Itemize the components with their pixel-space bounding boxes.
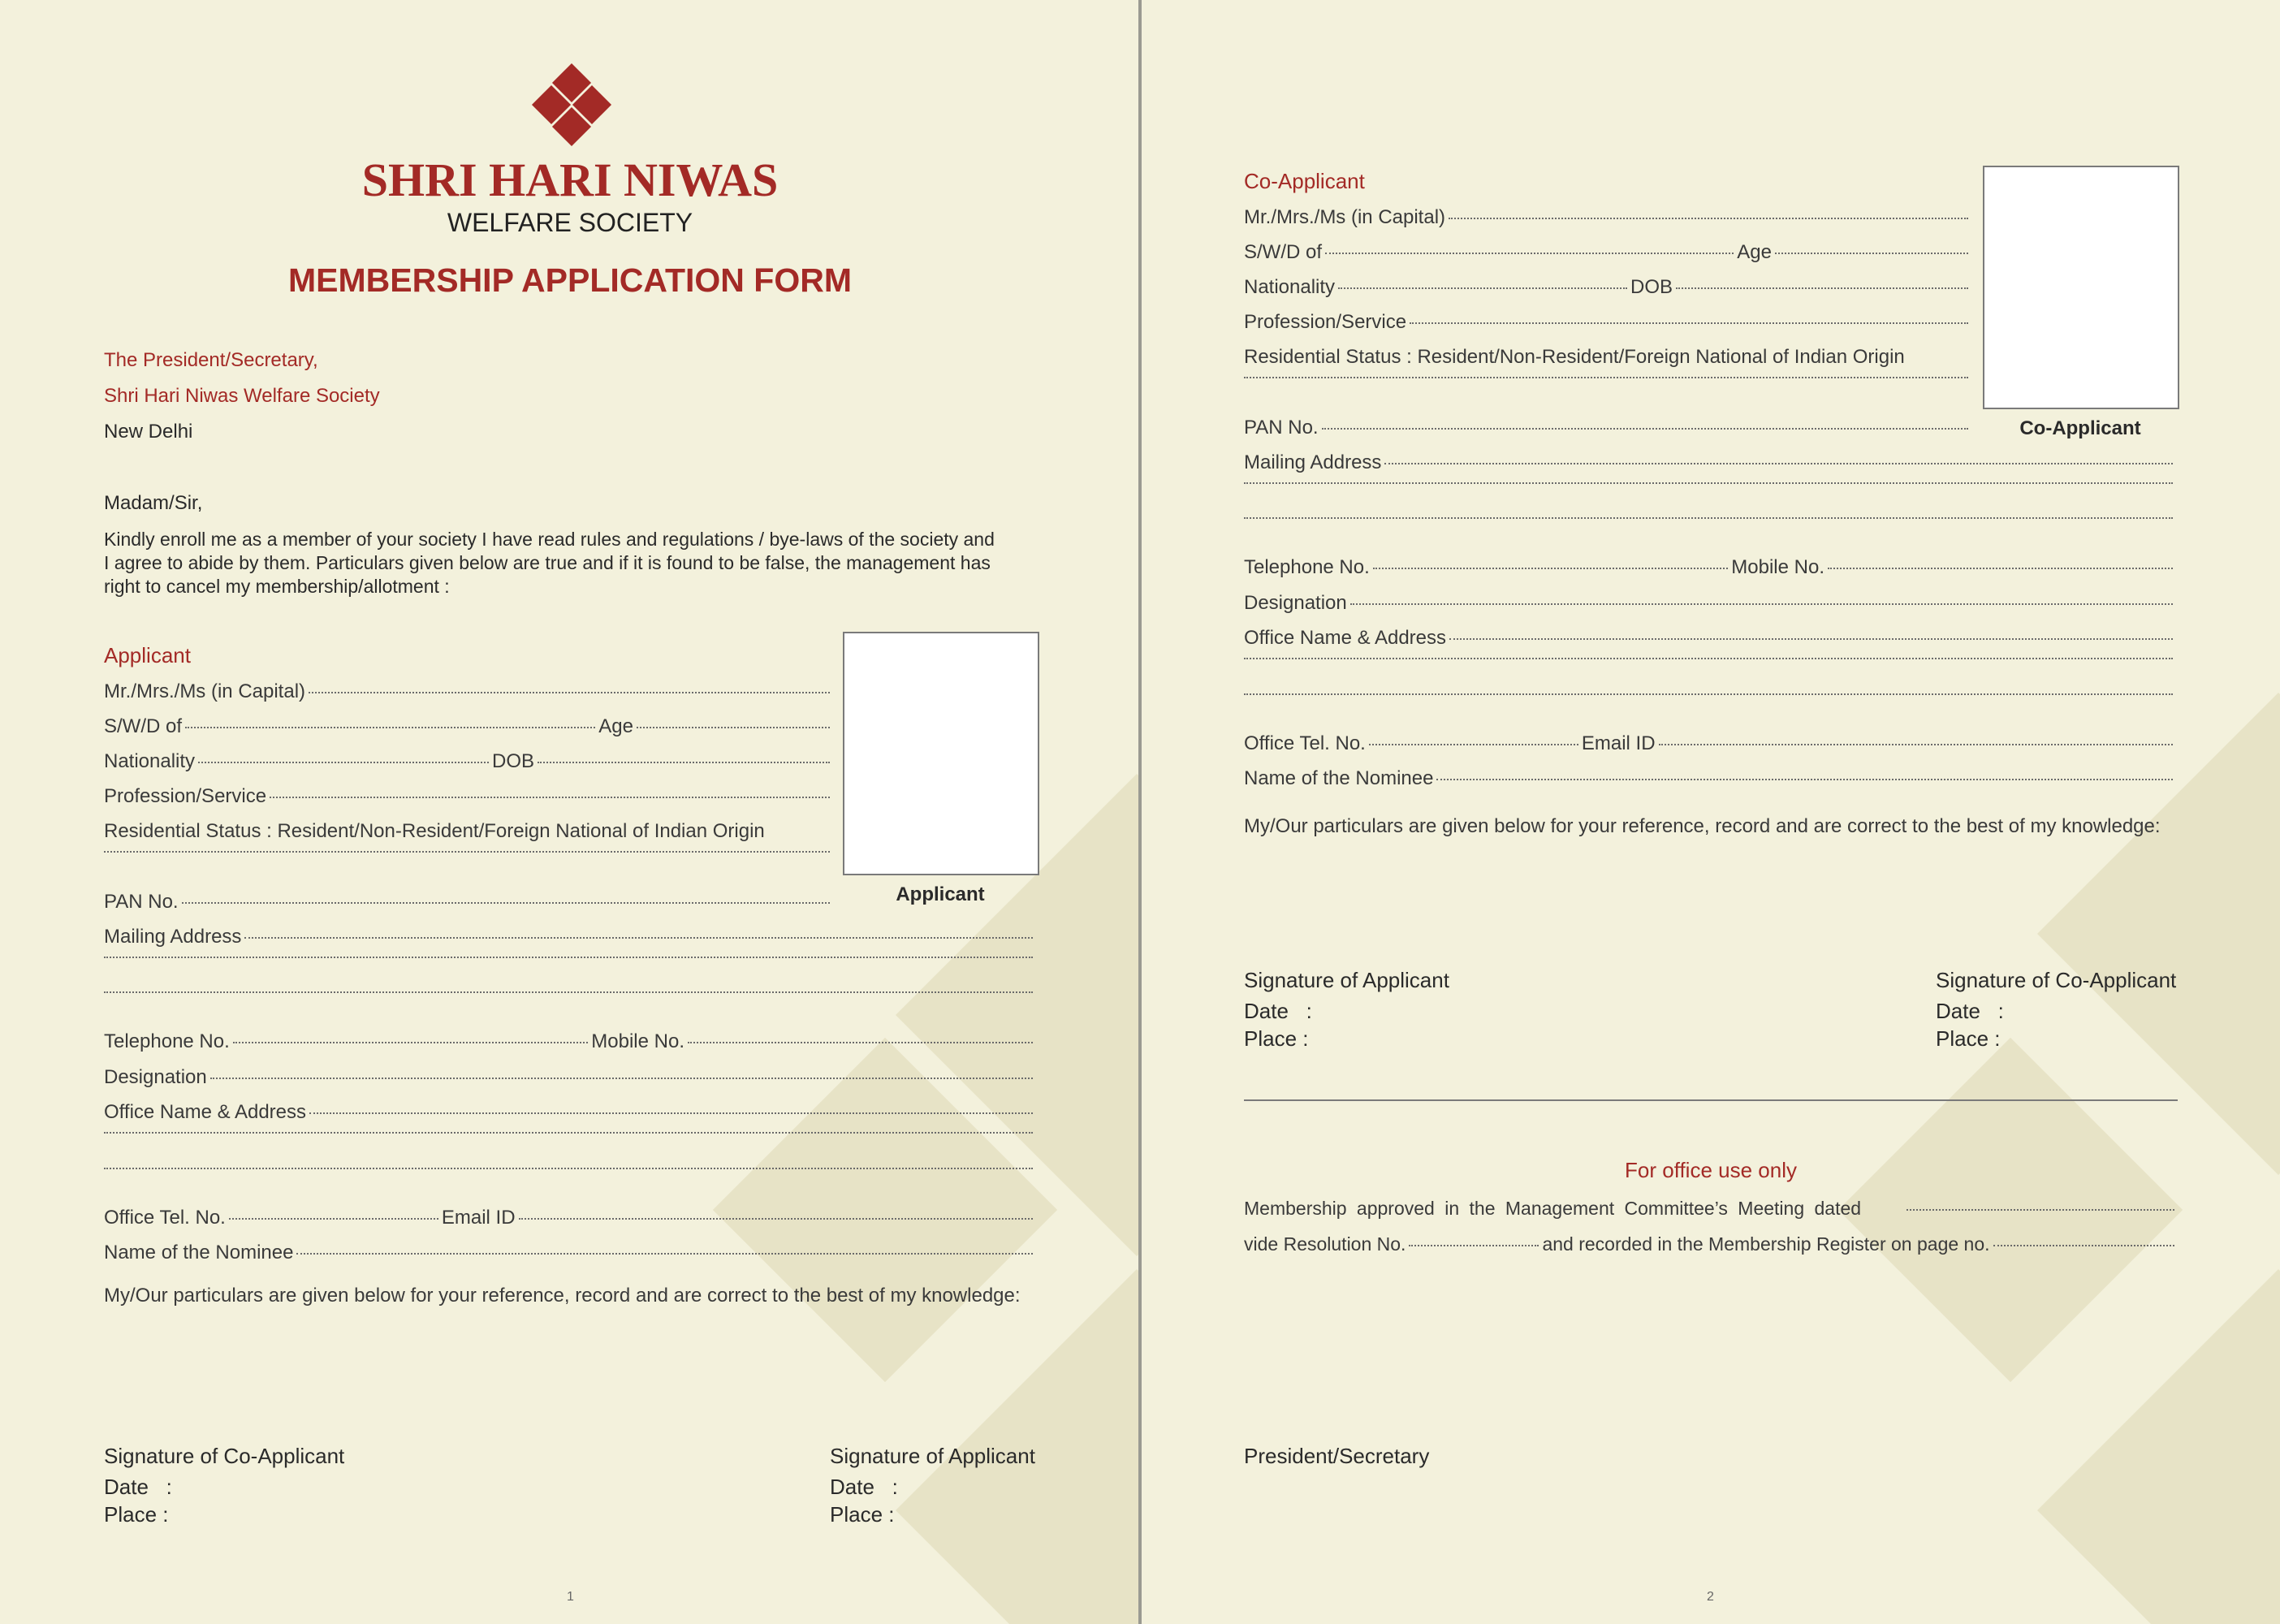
- nationality-label: Nationality: [104, 750, 196, 772]
- name-label: Mr./Mrs./Ms (in Capital): [104, 680, 306, 702]
- address-line-1: The President/Secretary,: [104, 349, 318, 371]
- office-tel-field[interactable]: [104, 1207, 1036, 1229]
- profession-input-line[interactable]: [270, 797, 830, 798]
- co-name-label: Mr./Mrs./Ms (in Capital): [1244, 206, 1446, 228]
- dob-label: DOB: [491, 750, 534, 772]
- co-office-name-input-line[interactable]: [1449, 638, 2173, 640]
- office-approval-line[interactable]: [1244, 1197, 2178, 1220]
- office-name-field[interactable]: [104, 1101, 1036, 1124]
- mailing-input-line[interactable]: [244, 937, 1033, 939]
- co-mobile-input-line[interactable]: [1828, 568, 2173, 569]
- office-resolution-line[interactable]: [1244, 1233, 2178, 1255]
- co-nationality-input-line[interactable]: [1338, 287, 1627, 289]
- resolution-input-line[interactable]: [1409, 1245, 1539, 1246]
- pan-field[interactable]: [104, 891, 833, 914]
- co-office-input-line-3[interactable]: [1244, 698, 2176, 699]
- name-input-line[interactable]: [309, 692, 830, 693]
- co-residential-status: Residential Status : Resident/Non-Resident/Foreign National of Indian Origin: [1244, 346, 1905, 368]
- resolution-label: vide Resolution No.: [1244, 1233, 1406, 1255]
- co-name-field[interactable]: [1244, 206, 1971, 229]
- co-email-input-line[interactable]: [1659, 744, 2173, 745]
- pan-input-line[interactable]: [182, 902, 830, 904]
- declaration: My/Our particulars are given below for your reference, record and are correct to the best of my knowledge:: [104, 1285, 1021, 1307]
- swd-field[interactable]: [104, 715, 833, 738]
- salutation: Madam/Sir,: [104, 492, 203, 514]
- co-nominee-field[interactable]: [1244, 767, 2176, 790]
- co-age-input-line[interactable]: [1775, 253, 1968, 254]
- co-swd-field[interactable]: [1244, 241, 1971, 264]
- office-tel-label: Office Tel. No.: [104, 1207, 226, 1229]
- form-title: MEMBERSHIP APPLICATION FORM: [288, 261, 852, 299]
- residential-input-line[interactable]: [104, 855, 833, 857]
- profession-field[interactable]: [104, 785, 833, 808]
- sig-co-applicant-place-2[interactable]: Place :: [1936, 1026, 2001, 1051]
- designation-label: Designation: [104, 1066, 207, 1088]
- co-designation-field[interactable]: [1244, 592, 2176, 615]
- letter-body-3: right to cancel my membership/allotment :: [104, 576, 450, 597]
- co-dob-label: DOB: [1630, 276, 1673, 298]
- dob-input-line[interactable]: [538, 762, 830, 763]
- co-email-label: Email ID: [1581, 732, 1656, 754]
- address-line-2: Shri Hari Niwas Welfare Society: [104, 385, 380, 407]
- co-applicant-photo-box: [1983, 166, 2179, 409]
- co-mailing-input-line[interactable]: [1384, 463, 2173, 464]
- co-swd-input-line[interactable]: [1325, 253, 1734, 254]
- telephone-label: Telephone No.: [104, 1030, 230, 1052]
- mobile-input-line[interactable]: [688, 1042, 1033, 1043]
- mailing-field[interactable]: [104, 926, 1036, 948]
- co-office-name-field[interactable]: [1244, 627, 2176, 650]
- email-label: Email ID: [441, 1207, 516, 1229]
- swd-label: S/W/D of: [104, 715, 183, 737]
- co-office-name-label: Office Name & Address: [1244, 627, 1446, 649]
- co-applicant-photo-caption: Co-Applicant: [2019, 417, 2141, 439]
- sig-applicant-label-2: Signature of Applicant: [1244, 968, 1449, 992]
- co-office-tel-input-line[interactable]: [1369, 744, 1578, 745]
- org-name: SHRI HARI NIWAS: [361, 153, 779, 206]
- office-input-line-3[interactable]: [104, 1172, 1036, 1173]
- pan-label: PAN No.: [104, 891, 179, 913]
- sig-applicant-label: Signature of Applicant: [830, 1444, 1035, 1468]
- name-field[interactable]: [104, 680, 833, 703]
- page-1: [0, 0, 1138, 1624]
- office-approval-label: Membership approved in the Management Committee’s Meeting dated: [1244, 1198, 1862, 1219]
- designation-input-line[interactable]: [210, 1078, 1033, 1079]
- office-name-input-line[interactable]: [309, 1112, 1033, 1114]
- sig-applicant-place[interactable]: Place :: [830, 1502, 895, 1527]
- mailing-input-line-3[interactable]: [104, 996, 1036, 997]
- page-number-left: 1: [567, 1590, 574, 1604]
- applicant-photo-box: [843, 632, 1039, 875]
- nominee-label: Name of the Nominee: [104, 1242, 294, 1263]
- mailing-input-line-2[interactable]: [104, 961, 1036, 962]
- telephone-input-line[interactable]: [233, 1042, 589, 1043]
- profession-label: Profession/Service: [104, 785, 267, 807]
- designation-field[interactable]: [104, 1066, 1036, 1089]
- swd-input-line[interactable]: [185, 727, 595, 728]
- residential-status: Residential Status : Resident/Non-Resident/Foreign National of Indian Origin: [104, 820, 765, 842]
- co-nationality-field[interactable]: [1244, 276, 1971, 299]
- co-office-tel-label: Office Tel. No.: [1244, 732, 1366, 754]
- co-mailing-field[interactable]: [1244, 451, 2176, 474]
- org-subtitle: WELFARE SOCIETY: [447, 208, 693, 237]
- president-signature-label: President/Secretary: [1244, 1444, 1430, 1468]
- page-2: [1142, 0, 2280, 1624]
- office-use-title: For office use only: [1625, 1158, 1797, 1182]
- page-number-right: 2: [1707, 1590, 1714, 1604]
- co-age-label: Age: [1737, 241, 1772, 263]
- mobile-label: Mobile No.: [591, 1030, 684, 1052]
- co-pan-field[interactable]: [1244, 417, 1971, 439]
- sig-co-applicant-date[interactable]: Date :: [104, 1475, 172, 1499]
- sig-co-applicant-place[interactable]: Place :: [104, 1502, 169, 1527]
- co-nationality-label: Nationality: [1244, 276, 1336, 298]
- co-swd-label: S/W/D of: [1244, 241, 1323, 263]
- co-residential-input-line[interactable]: [1244, 381, 1971, 382]
- age-label: Age: [598, 715, 633, 737]
- co-declaration: My/Our particulars are given below for your reference, record and are correct to the best of my knowledge:: [1244, 815, 2161, 837]
- sig-co-applicant-label: Signature of Co-Applicant: [104, 1444, 345, 1468]
- co-pan-label: PAN No.: [1244, 417, 1319, 438]
- co-mobile-label: Mobile No.: [1731, 556, 1824, 578]
- background-diamond: [2037, 1269, 2280, 1624]
- sig-applicant-date[interactable]: Date :: [830, 1475, 898, 1499]
- nationality-field[interactable]: [104, 750, 833, 773]
- co-profession-label: Profession/Service: [1244, 311, 1407, 333]
- co-pan-input-line[interactable]: [1322, 428, 1968, 430]
- applicant-photo-caption: Applicant: [896, 883, 985, 905]
- meeting-date-input-line[interactable]: [1906, 1209, 2174, 1211]
- office-input-line-2[interactable]: [104, 1136, 1036, 1138]
- divider: [1244, 1099, 2178, 1101]
- sig-co-applicant-label-2: Signature of Co-Applicant: [1936, 968, 2177, 992]
- letter-body-1: Kindly enroll me as a member of your society I have read rules and regulations / bye-laws of the society and: [104, 529, 995, 550]
- age-input-line[interactable]: [637, 727, 830, 728]
- co-name-input-line[interactable]: [1449, 218, 1968, 219]
- co-mailing-input-line-2[interactable]: [1244, 486, 2176, 488]
- register-label: and recorded in the Membership Register on page no.: [1542, 1233, 1990, 1255]
- nationality-input-line[interactable]: [198, 762, 489, 763]
- letter-body-2: I agree to abide by them. Particulars given below are true and if it is found to be false, the management has: [104, 552, 991, 573]
- co-designation-label: Designation: [1244, 592, 1347, 614]
- co-telephone-field[interactable]: [1244, 556, 2176, 579]
- nominee-field[interactable]: [104, 1242, 1036, 1264]
- co-nominee-label: Name of the Nominee: [1244, 767, 1434, 789]
- email-input-line[interactable]: [519, 1218, 1033, 1220]
- co-profession-input-line[interactable]: [1410, 322, 1968, 324]
- telephone-field[interactable]: [104, 1030, 1036, 1053]
- co-nominee-input-line[interactable]: [1436, 779, 2173, 780]
- co-office-input-line-2[interactable]: [1244, 662, 2176, 663]
- applicant-section-title: Applicant: [104, 643, 191, 667]
- mailing-label: Mailing Address: [104, 926, 242, 948]
- co-mailing-input-line-3[interactable]: [1244, 521, 2176, 523]
- sig-applicant-place-2[interactable]: Place :: [1244, 1026, 1309, 1051]
- co-office-tel-field[interactable]: [1244, 732, 2176, 755]
- sig-applicant-date-2[interactable]: Date :: [1244, 999, 1312, 1023]
- co-telephone-input-line[interactable]: [1373, 568, 1729, 569]
- co-applicant-section-title: Co-Applicant: [1244, 169, 1365, 193]
- co-dob-input-line[interactable]: [1676, 287, 1968, 289]
- sig-co-applicant-date-2[interactable]: Date :: [1936, 999, 2004, 1023]
- page-no-input-line[interactable]: [1993, 1245, 2174, 1246]
- co-mailing-label: Mailing Address: [1244, 451, 1382, 473]
- office-tel-input-line[interactable]: [229, 1218, 438, 1220]
- office-name-label: Office Name & Address: [104, 1101, 306, 1123]
- nominee-input-line[interactable]: [296, 1253, 1033, 1255]
- address-line-3: New Delhi: [104, 421, 193, 443]
- co-designation-input-line[interactable]: [1350, 603, 2173, 605]
- co-telephone-label: Telephone No.: [1244, 556, 1370, 578]
- co-profession-field[interactable]: [1244, 311, 1971, 334]
